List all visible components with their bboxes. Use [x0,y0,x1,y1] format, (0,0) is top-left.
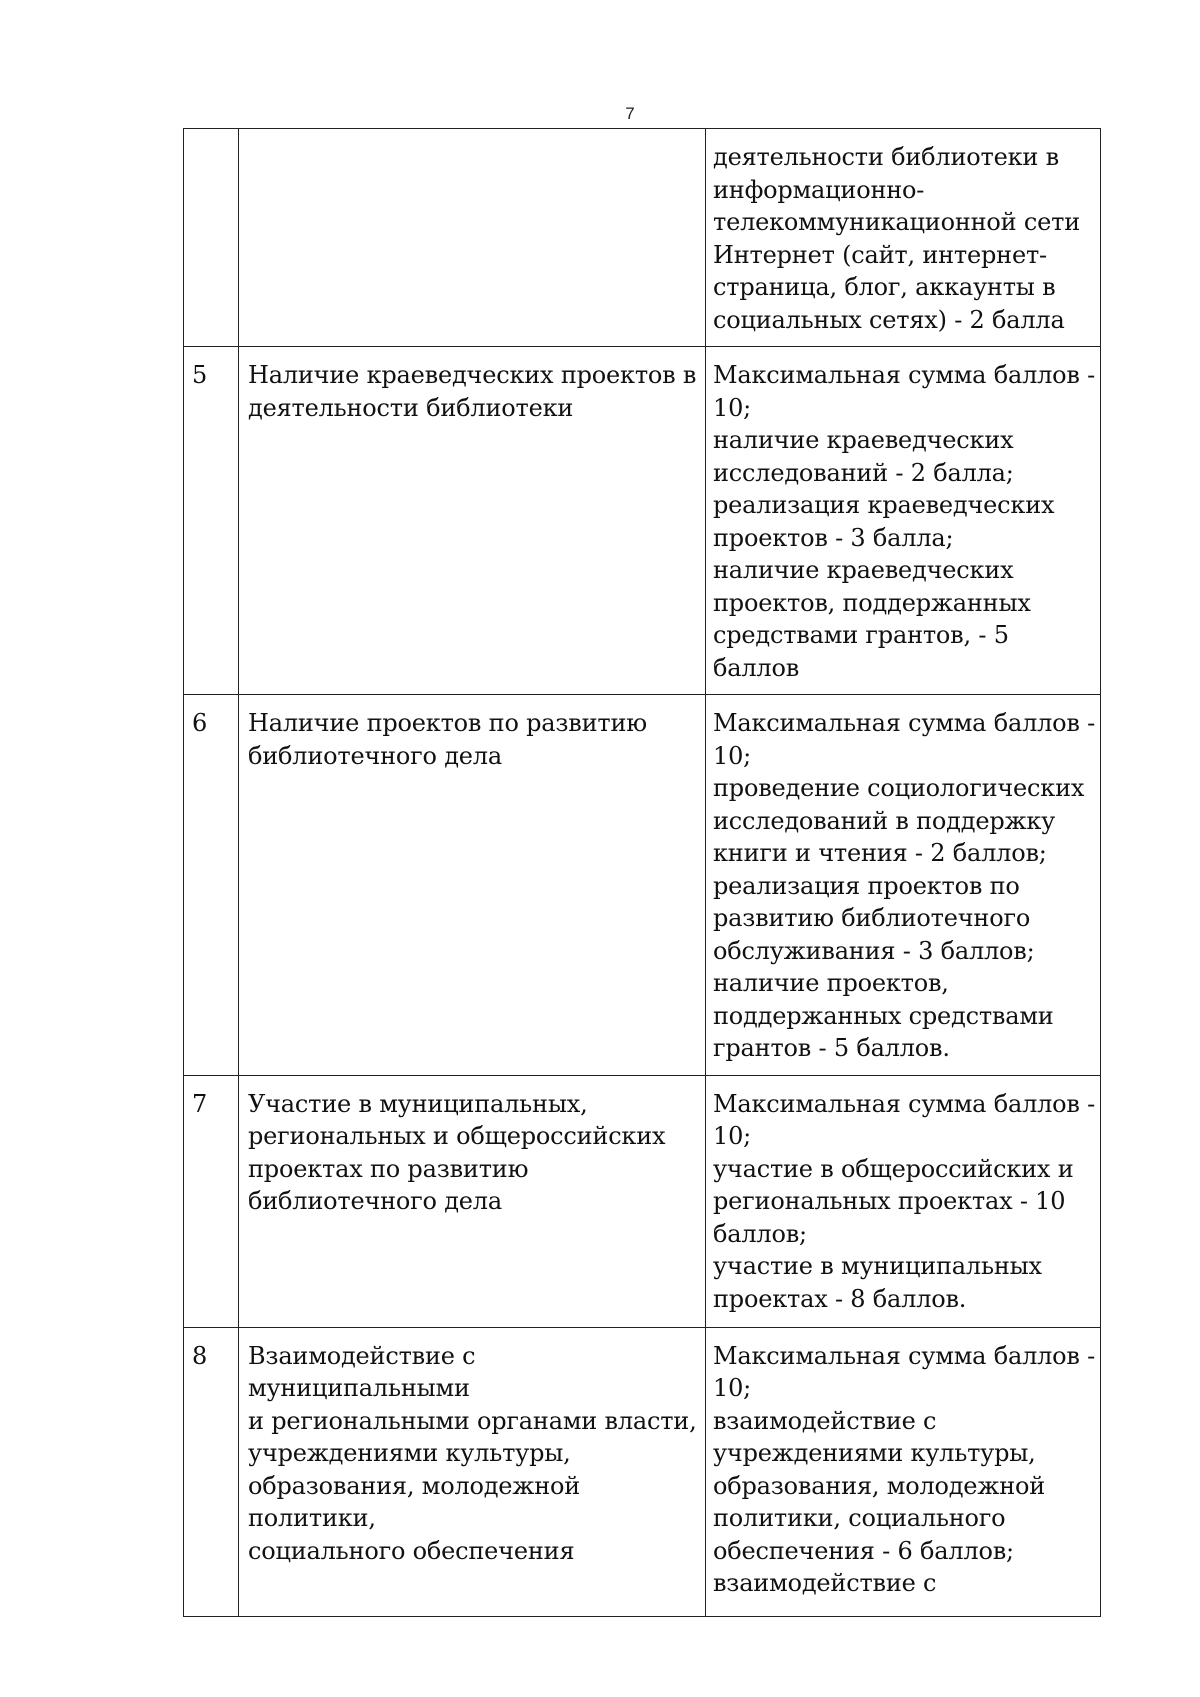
criterion-cell [239,129,706,347]
row-number: 8 [184,1327,239,1616]
table-row [184,129,1101,347]
score-cell: Максимальная сумма баллов - 10; взаимодействие с учреждениями культуры, образования, молодежной политики, социального обеспечения - 6 баллов; взаимодействие с [706,1327,1101,1616]
criteria-table [183,128,1101,1617]
criteria-table-body [184,129,1101,1617]
criterion-cell: Наличие краеведческих проектов в деятельности библиотеки [239,347,706,695]
score-cell: деятельности библиотеки в информационно- телекоммуникационной сети Интернет (сайт, интернет- страница, блог, аккаунты в социальных сетях) - 2 балла [706,129,1101,347]
table-row [184,1327,1101,1616]
page-number: 7 [625,104,635,123]
row-number: 5 [184,347,239,695]
score-cell: Максимальная сумма баллов - 10; проведение социологических исследований в поддержку книги и чтения - 2 баллов; реализация проектов по развитию библиотечного обслуживания - 3 баллов; наличие проектов, поддержанных средствами грантов - 5 баллов. [706,695,1101,1076]
criterion-cell: Наличие проектов по развитию библиотечного дела [239,695,706,1076]
score-cell: Максимальная сумма баллов - 10; участие в общероссийских и региональных проектах - 10 баллов; участие в муниципальных проектах - 8 баллов. [706,1075,1101,1327]
criterion-cell: Взаимодействие с муниципальными и региональными органами власти, учреждениями культуры, образования, молодежной политики, социального обеспечения [239,1327,706,1616]
table-row [184,347,1101,695]
row-number: 7 [184,1075,239,1327]
table-row [184,695,1101,1076]
row-number: 6 [184,695,239,1076]
table-row [184,1075,1101,1327]
criterion-cell: Участие в муниципальных, региональных и общероссийских проектах по развитию библиотечного дела [239,1075,706,1327]
row-number [184,129,239,347]
score-cell: Максимальная сумма баллов - 10; наличие краеведческих исследований - 2 балла; реализация краеведческих проектов - 3 балла; наличие краеведческих проектов, поддержанных средствами грантов, - 5 баллов [706,347,1101,695]
